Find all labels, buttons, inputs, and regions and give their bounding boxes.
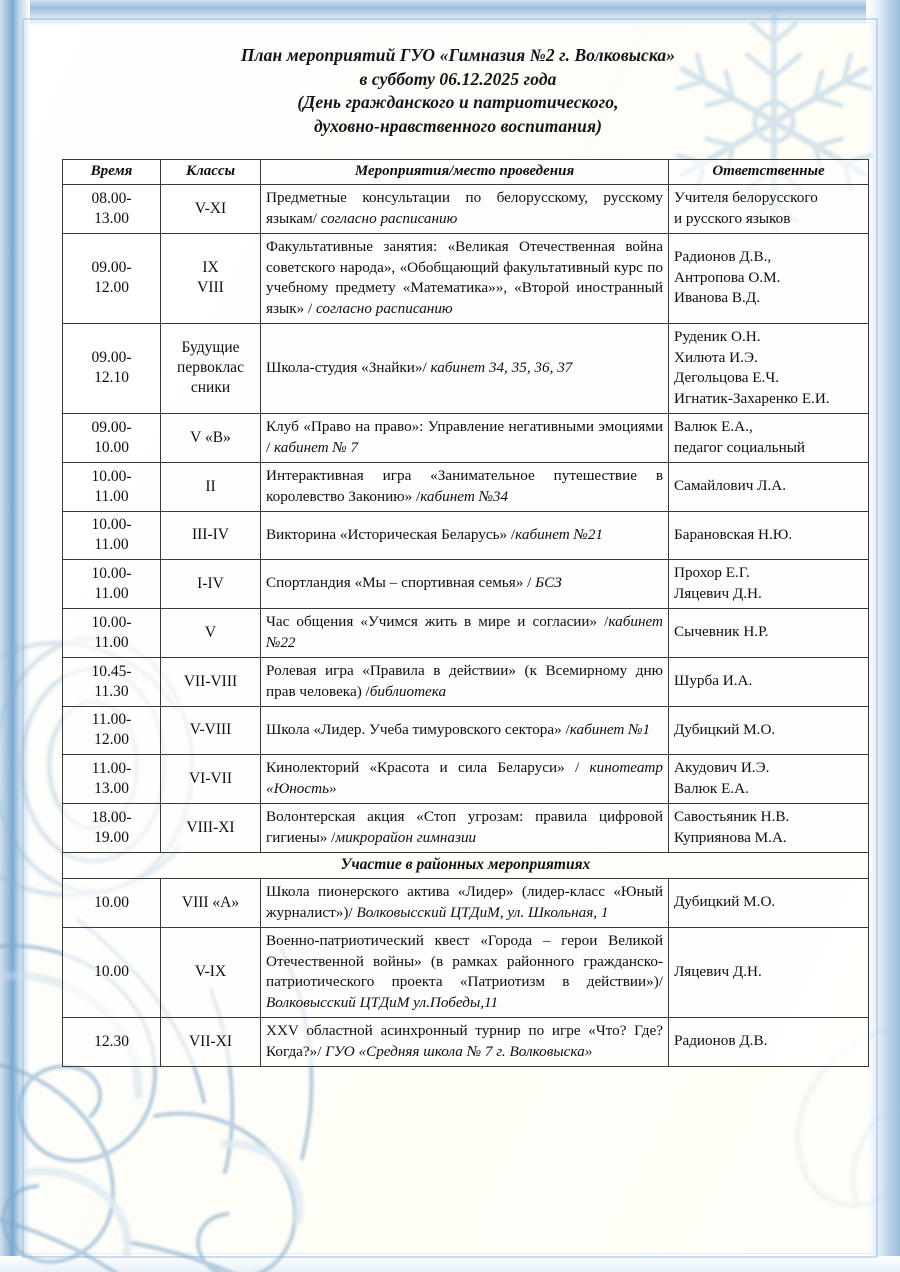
cell-event: Школа «Лидер. Учеба тимуровского сектора» /кабинет №1 <box>261 707 669 755</box>
cell-responsible <box>669 414 869 463</box>
cell-event-location: ГУО «Средняя школа № 7 г. Волковыска» <box>325 1042 593 1060</box>
cell-classes: V-IX <box>161 928 261 1018</box>
cell-time-line2: 19.00 <box>94 828 129 846</box>
cell-time-line2: 11.00 <box>94 487 129 505</box>
cell-time-line2: 12.00 <box>94 731 129 748</box>
responsible-person: Шурба И.А. <box>674 672 753 690</box>
responsible-person: Куприянова М.А. <box>674 828 787 846</box>
responsible-person: Ляцевич Д.Н. <box>674 584 762 602</box>
cell-event-location: кабинет №34 <box>420 487 509 505</box>
responsible-person: Радионов Д.В. <box>674 1032 768 1050</box>
responsible-person: Руденик О.Н. <box>674 328 761 345</box>
responsible-person: Барановская Н.Ю. <box>674 525 793 543</box>
cell-time-line2: 11.00 <box>94 584 129 602</box>
section-banner-title: Участие в районных мероприятиях <box>63 853 869 879</box>
responsible-person: Ляцевич Д.Н. <box>674 962 762 980</box>
cell-responsible <box>669 324 869 414</box>
section-banner-row <box>63 853 869 879</box>
cell-responsible <box>669 707 869 755</box>
responsible-person: Савостьяник Н.В. <box>674 808 790 825</box>
cell-event: Факультативные занятия: «Великая Отечественная война советского народа», «Обобщающий факультативный курс по учебному предмету «Математика»», «Второй иностранный язык» / согласно расписанию <box>261 234 669 324</box>
column-header-time: Время <box>63 160 161 185</box>
cell-time: 10.00 <box>63 879 161 928</box>
events-plan-table <box>62 159 869 1067</box>
table-row <box>63 879 869 928</box>
table-row <box>63 560 869 609</box>
responsible-person: Антропова О.М. <box>674 268 781 286</box>
cell-time: 10.00- 11.00 <box>63 560 161 609</box>
cell-time-line2: 12.00 <box>94 279 129 296</box>
responsible-person: Учителя белорусского <box>674 189 818 206</box>
cell-responsible <box>669 658 869 707</box>
responsible-person: Иванова В.Д. <box>674 289 760 307</box>
cell-event-location: согласно расписанию <box>315 299 453 317</box>
cell-responsible <box>669 512 869 560</box>
cell-event: Школа пионерского актива «Лидер» (лидер-класс «Юный журналист»)/ Волковысский ЦТДиМ, ул. Школьная, 1 <box>261 879 669 928</box>
table-header-row <box>63 160 869 185</box>
cell-event-location: Волковысский ЦТДиМ, ул. Школьная, 1 <box>356 903 609 921</box>
table-row <box>63 512 869 560</box>
cell-responsible <box>669 234 869 324</box>
cell-responsible <box>669 560 869 609</box>
cell-classes: Будущие первоклас сники <box>161 324 261 414</box>
cell-event: Волонтерская акция «Стоп угрозам: правила цифровой гигиены» /микрорайон гимназии <box>261 804 669 853</box>
responsible-person: Валюк Е.А., <box>674 418 753 435</box>
cell-responsible <box>669 1018 869 1067</box>
cell-time-line2: 10.00 <box>94 438 129 456</box>
cell-classes: VI-VII <box>161 755 261 804</box>
cell-time-line2: 11.00 <box>94 633 129 651</box>
cell-responsible <box>669 185 869 234</box>
cell-responsible <box>669 609 869 658</box>
cell-event: Школа-студия «Знайки»/ кабинет 34, 35, 36, 37 <box>261 324 669 414</box>
cell-time: 10.00- 11.00 <box>63 463 161 512</box>
cell-time: 10.00 <box>63 928 161 1018</box>
responsible-person: Прохор Е.Г. <box>674 564 750 581</box>
cell-event: Клуб «Право на право»: Управление негативными эмоциями / кабинет № 7 <box>261 414 669 463</box>
cell-classes: IX VIII <box>161 234 261 324</box>
document-title <box>118 44 798 138</box>
cell-responsible <box>669 804 869 853</box>
cell-classes: V-XI <box>161 185 261 234</box>
cell-responsible <box>669 463 869 512</box>
cell-event-location: кинотеатр «Юность» <box>266 759 663 797</box>
table-row <box>63 463 869 512</box>
responsible-person: Дубицкий М.О. <box>674 893 776 911</box>
responsible-person: Сычевник Н.Р. <box>674 623 769 641</box>
cell-time: 11.00- 13.00 <box>63 755 161 804</box>
cell-classes: II <box>161 463 261 512</box>
cell-event-location: БСЗ <box>535 574 562 592</box>
cell-classes: V-VIII <box>161 707 261 755</box>
cell-classes-line3: сники <box>190 379 231 396</box>
cell-event-location: кабинет №22 <box>266 613 663 651</box>
responsible-person: Радионов Д.В., <box>674 248 772 266</box>
column-header-classes: Классы <box>161 160 261 185</box>
title-line-1: План мероприятий ГУО «Гимназия №2 г. Волковыска» <box>240 45 676 65</box>
cell-time: 09.00- 12.00 <box>63 234 161 324</box>
table-row <box>63 185 869 234</box>
cell-time: 10.00- 11.00 <box>63 609 161 658</box>
table-row <box>63 804 869 853</box>
cell-classes: III-IV <box>161 512 261 560</box>
cell-time: 12.30 <box>63 1018 161 1067</box>
cell-event: Интерактивная игра «Занимательное путешествие в королевство Законию» /кабинет №34 <box>261 463 669 512</box>
cell-event-location: кабинет №21 <box>515 525 604 543</box>
cell-event: Предметные консультации по белорусскому, русскому языкам/ согласно расписанию <box>261 185 669 234</box>
title-line-2: в субботу 06.12.2025 года <box>359 68 557 89</box>
cell-event-location: микрорайон гимназии <box>335 828 477 846</box>
cell-time-line2: 13.00 <box>94 209 129 227</box>
cell-event-location: Волковысский ЦТДиМ ул.Победы,11 <box>266 993 499 1011</box>
table-row <box>63 658 869 707</box>
title-line-3: (День гражданского и патриотического, <box>297 92 619 112</box>
cell-time-line2: 11.30 <box>94 682 129 700</box>
cell-classes: VIII-XI <box>161 804 261 853</box>
title-line-4: духовно-нравственного воспитания) <box>313 115 602 136</box>
cell-event-location: кабинет 34, 35, 36, 37 <box>430 358 573 376</box>
cell-event-location: кабинет №1 <box>569 720 651 738</box>
responsible-person: Самайлович Л.А. <box>674 477 787 495</box>
cell-classes: VIII «А» <box>161 879 261 928</box>
cell-time: 10.45- 11.30 <box>63 658 161 707</box>
cell-time: 08.00- 13.00 <box>63 185 161 234</box>
cell-event: Спортландия «Мы – спортивная семья» / БСЗ <box>261 560 669 609</box>
table-row <box>63 707 869 755</box>
cell-classes: I-IV <box>161 560 261 609</box>
cell-event-location: согласно расписанию <box>320 209 458 227</box>
table-row <box>63 414 869 463</box>
cell-classes: VII-XI <box>161 1018 261 1067</box>
cell-time: 09.00- 10.00 <box>63 414 161 463</box>
cell-classes: VII-VIII <box>161 658 261 707</box>
cell-event: Час общения «Учимся жить в мире и согласии» /кабинет №22 <box>261 609 669 658</box>
table-row <box>63 234 869 324</box>
cell-classes: V <box>161 609 261 658</box>
column-header-responsible: Ответственные <box>669 160 869 185</box>
cell-time-line2: 12.10 <box>94 369 129 386</box>
cell-time: 11.00- 12.00 <box>63 707 161 755</box>
cell-responsible <box>669 928 869 1018</box>
cell-responsible <box>669 879 869 928</box>
responsible-person: педагог социальный <box>674 438 806 456</box>
table-body <box>63 185 869 1067</box>
cell-event: Военно-патриотический квест «Города – герои Великой Отечественной войны» (в рамках районного гражданско-патриотического проекта «Патриотизм в действии»)/ Волковысский ЦТДиМ ул.Победы,11 <box>261 928 669 1018</box>
table-row <box>63 755 869 804</box>
cell-time-line2: 11.00 <box>94 536 129 553</box>
cell-event: Викторина «Историческая Беларусь» /кабинет №21 <box>261 512 669 560</box>
table-row <box>63 928 869 1018</box>
table-row <box>63 324 869 414</box>
cell-classes: V «В» <box>161 414 261 463</box>
table-row <box>63 1018 869 1067</box>
cell-time-line2: 13.00 <box>94 779 129 797</box>
responsible-person: Валюк Е.А. <box>674 779 749 797</box>
cell-time: 10.00- 11.00 <box>63 512 161 560</box>
cell-event: Кинолекторий «Красота и сила Беларуси» / кинотеатр «Юность» <box>261 755 669 804</box>
cell-event: Ролевая игра «Правила в действии» (к Всемирному дню прав человека) /библиотека <box>261 658 669 707</box>
cell-event: XXV областной асинхронный турнир по игре «Что? Где? Когда?»/ ГУО «Средняя школа № 7 г. Волковыска» <box>261 1018 669 1067</box>
column-header-event: Мероприятия/место проведения <box>261 160 669 185</box>
cell-event-location: библиотека <box>369 682 447 700</box>
cell-time: 18.00- 19.00 <box>63 804 161 853</box>
cell-event-location: кабинет № 7 <box>274 438 359 456</box>
responsible-person: и русского языков <box>674 209 791 227</box>
cell-responsible <box>669 755 869 804</box>
table-row <box>63 609 869 658</box>
responsible-person: Дубицкий М.О. <box>674 720 776 738</box>
responsible-person: Дегольцова Е.Ч. <box>674 369 780 386</box>
cell-classes-line2: первоклас <box>177 359 244 376</box>
responsible-person: Акудович И.Э. <box>674 759 770 776</box>
responsible-person: Игнатик-Захаренко Е.И. <box>674 389 830 407</box>
responsible-person: Хилюта И.Э. <box>674 348 758 366</box>
table-header <box>63 160 869 185</box>
cell-time: 09.00- 12.10 <box>63 324 161 414</box>
cell-classes-line2: VIII <box>197 279 224 296</box>
